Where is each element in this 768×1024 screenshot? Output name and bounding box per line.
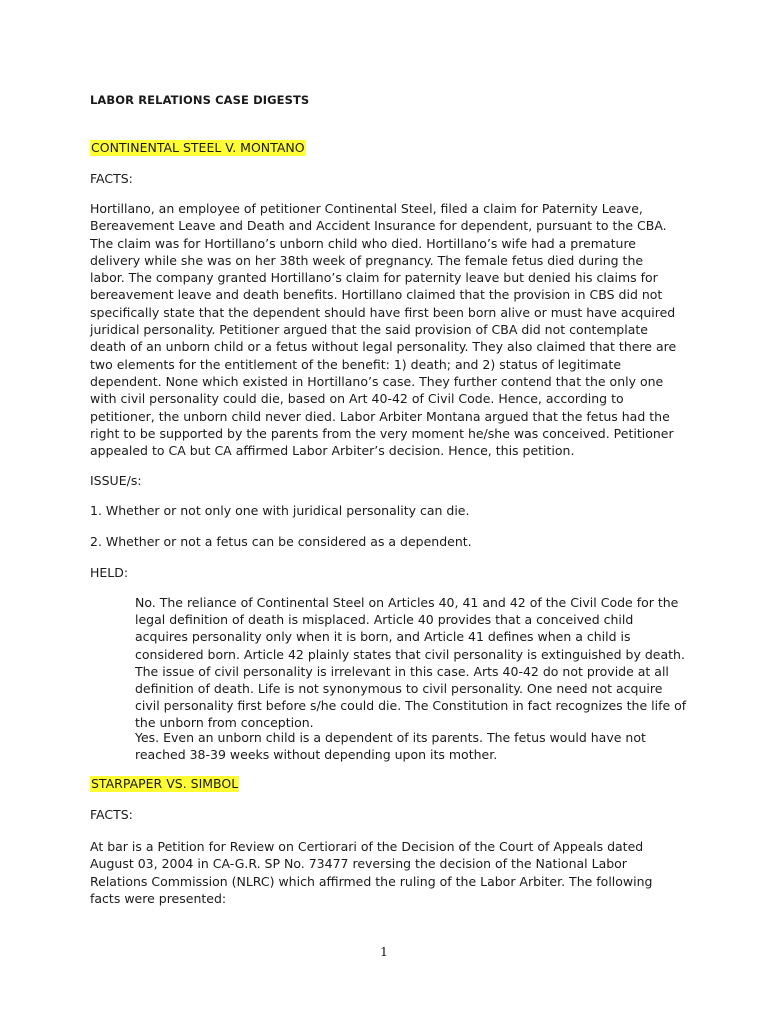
facts-paragraph: At bar is a Petition for Review on Certiorari of the Decision of the Court of Appeals dated August 03, 2004 in CA-G.R. SP No. 73477 reversing the decision of the National Labor Relations Commission (NLRC) which affirmed the ruling of the Labor Arbiter. The following facts were presented: [90,839,653,906]
facts-paragraph: Hortillano, an employee of petitioner Continental Steel, filed a claim for Paternity Leave, Bereavement Leave and Death and Accident Insurance for dependent, pursuant to the CBA. The claim was for Hortillano’s unborn child who died. Hortillano’s wife had a premature delivery while she was on her 38th week of pregnancy. The female fetus died during the labor. The company granted Hortillano’s claim for paternity leave but denied his claims for bereavement leave and death benefits. Hortillano claimed that the provision in CBS did not specifically state that the dependent should have first been born alive or must have acquired juridical personality. Petitioner argued that the said provision of CBA did not contemplate death of an unborn child or a fetus without legal personality. They also claimed that there are two elements for the entitlement of the benefit: 1) death; and 2) status of legitimate dependent. None which existed in Hortillano’s case. They further contend that the only one with civil personality could die, based on Art 40-42 of Civil Code. Hence, according to petitioner, the unborn child never died. Labor Arbiter Montana argued that the fetus had the right to be supported by the parents from the very moment he/she was conceived. Petitioner appealed to CA but CA affirmed Labor Arbiter’s decision. Hence, this petition. [90,201,677,459]
issue-label: ISSUE/s: [90,473,142,488]
page-number: 1 [380,944,388,959]
case-title-starpaper: STARPAPER VS. SIMBOL [91,776,239,791]
held-answer-2: Yes. Even an unborn child is a dependent of its parents. The fetus would have not reached 38-39 weeks without depending upon its mother. [135,730,646,763]
held-answer-1: No. The reliance of Continental Steel on Articles 40, 41 and 42 of the Civil Code for the legal definition of death is misplaced. Article 40 provides that a conceived child acquires personality only when it is born, and Article 41 defines when a child is considered born. Article 42 plainly states that civil personality is extinguished by death. The issue of civil personality is irrelevant in this case. Arts 40-42 do not provide at all definition of death. Life is not synonymous to civil personality. One need not acquire civil personality first before s/he could die. The Constitution in fact recognizes the life of the unborn from conception. [135,595,687,731]
facts-label: FACTS: [90,807,133,822]
issue-item-2: 2. Whether or not a fetus can be considered as a dependent. [90,534,472,549]
facts-label: FACTS: [90,171,133,186]
held-label: HELD: [90,565,129,580]
issue-item-1: 1. Whether or not only one with juridical personality can die. [90,503,470,518]
case-title-continental-steel: CONTINENTAL STEEL V. MONTANO [91,140,305,155]
document-title: LABOR RELATIONS CASE DIGESTS [90,93,310,107]
